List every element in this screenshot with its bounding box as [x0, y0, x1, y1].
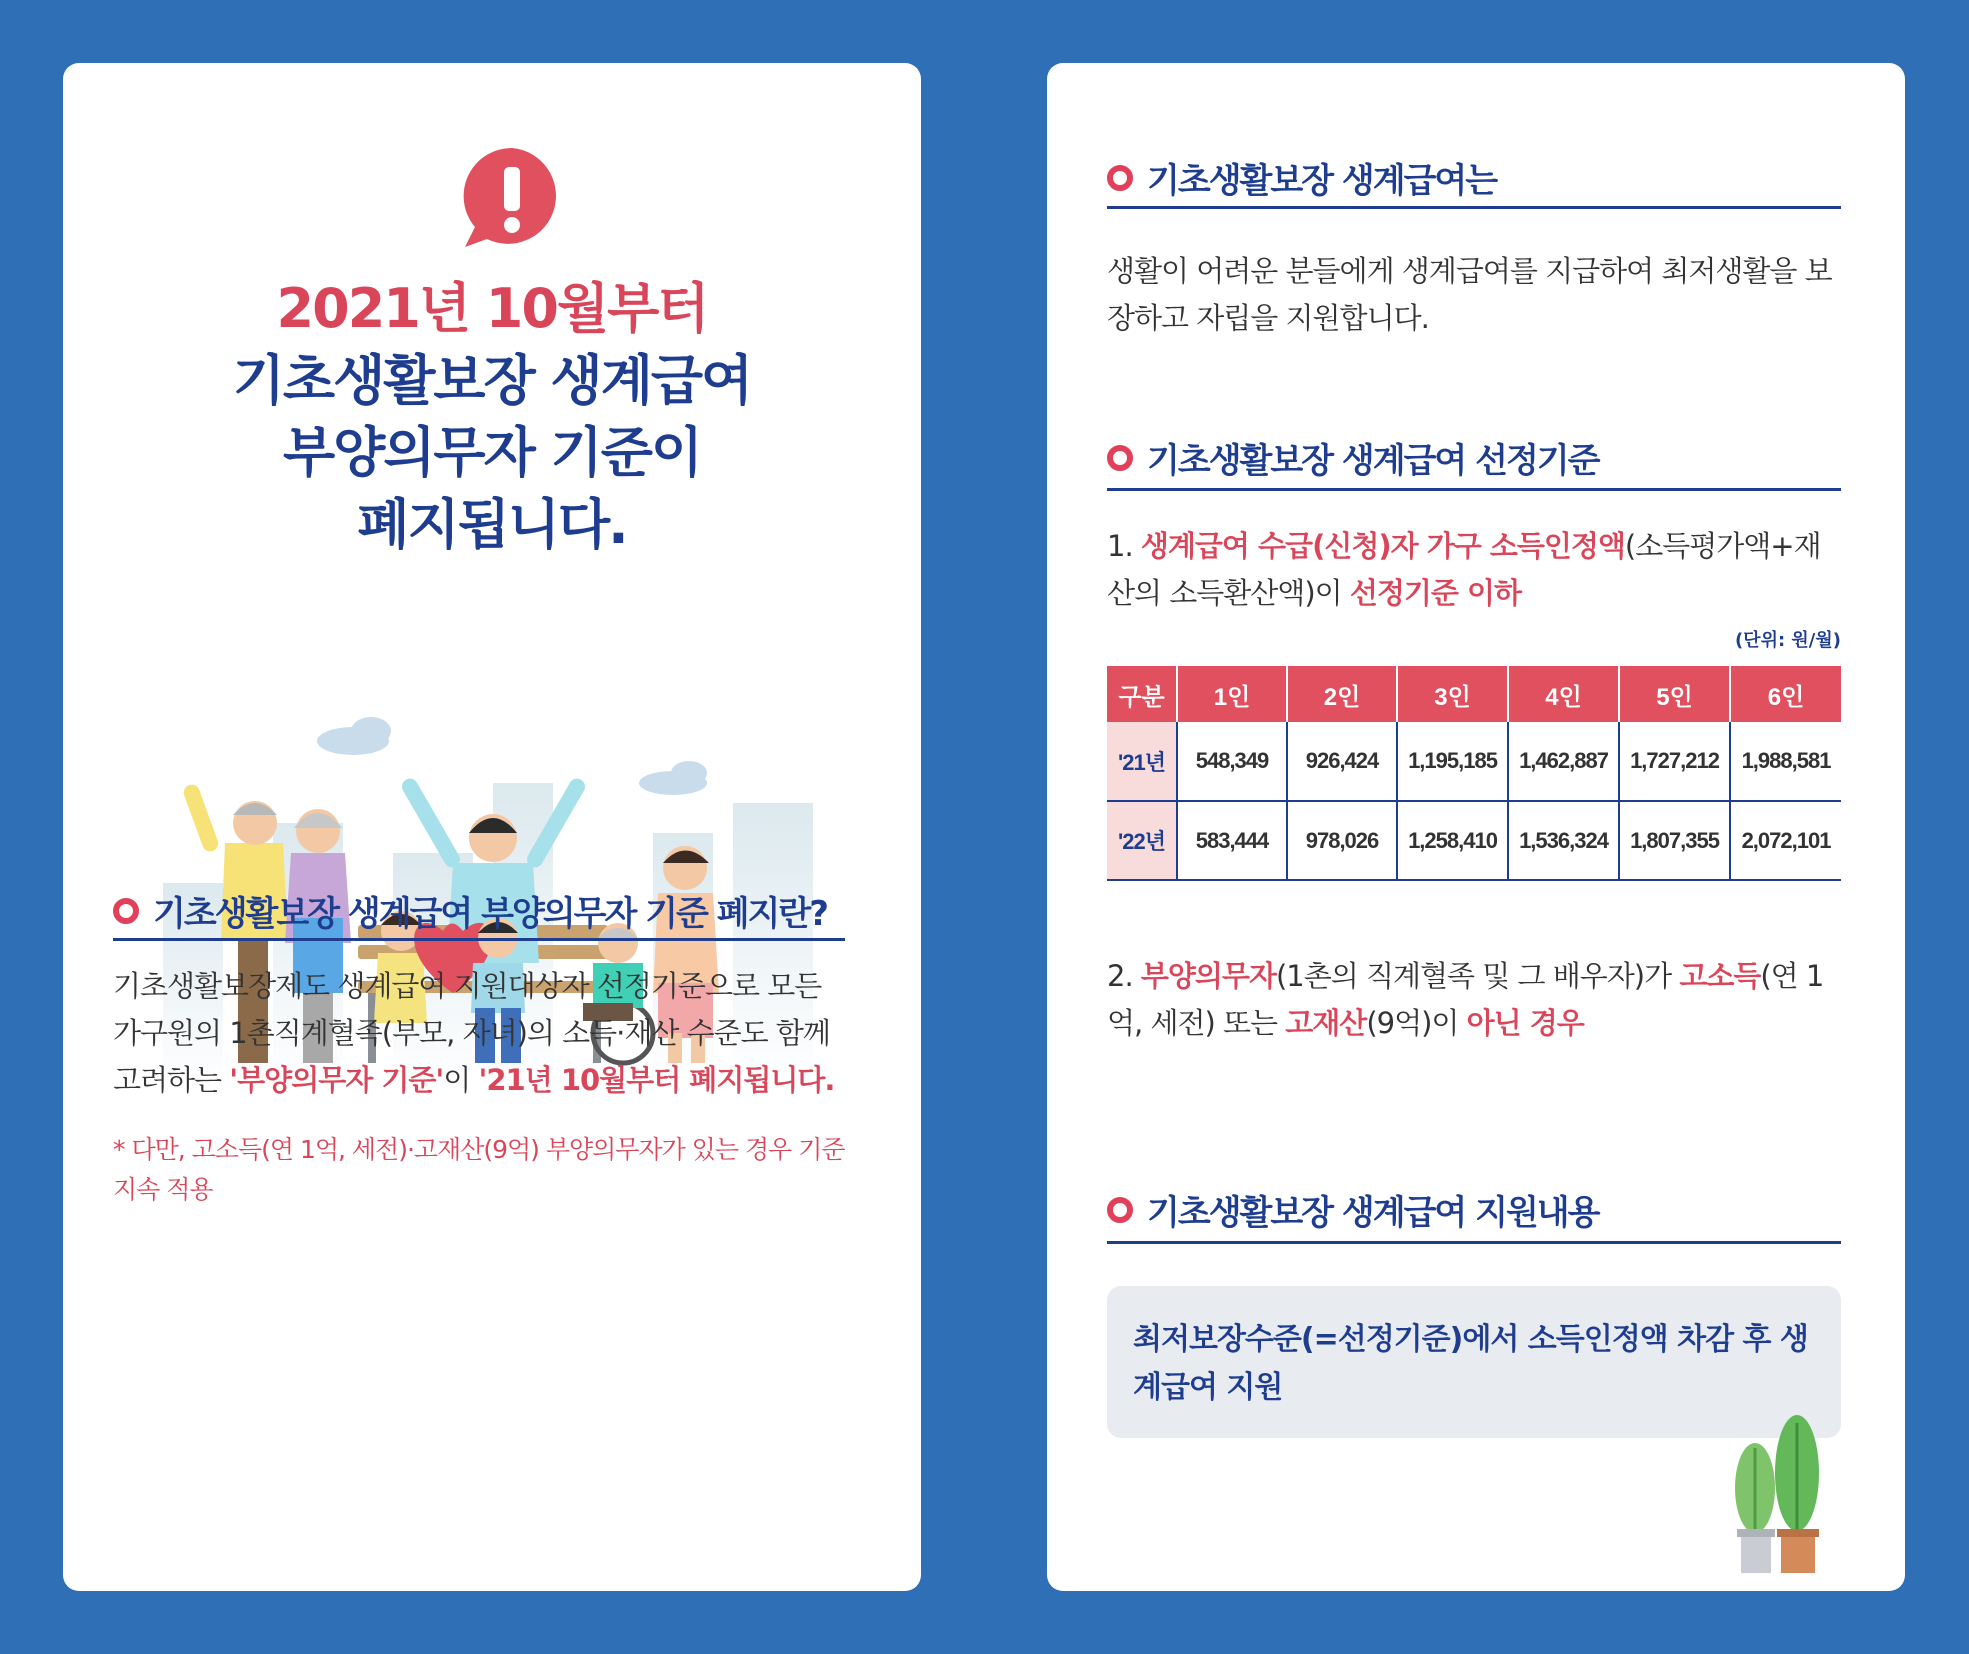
table-cell: 1,807,355	[1619, 801, 1730, 880]
table-cell: 1,195,185	[1397, 722, 1508, 801]
right-panel	[1047, 63, 1905, 1591]
table-cell: 1,536,324	[1508, 801, 1619, 880]
section-title-abolition: 기초생활보장 생계급여 부양의무자 기준 폐지란?	[113, 886, 827, 935]
table-header-cell: 5인	[1619, 666, 1730, 722]
section-divider	[1107, 1241, 1841, 1244]
bullet-dot-icon	[1107, 165, 1133, 191]
headline-line-2: 기초생활보장 생계급여	[232, 349, 752, 412]
headline	[63, 273, 921, 561]
table-row	[1107, 722, 1841, 801]
potted-plant-icon	[1727, 1383, 1827, 1583]
left-panel	[63, 63, 921, 1591]
table-cell: 978,026	[1287, 801, 1397, 880]
section-title-criteria: 기초생활보장 생계급여 선정기준	[1107, 433, 1599, 482]
headline-line-4: 폐지됩니다.	[357, 493, 627, 556]
table-cell: 926,424	[1287, 722, 1397, 801]
table-header-cell: 1인	[1177, 666, 1287, 722]
table-header-cell: 4인	[1508, 666, 1619, 722]
table-header-row	[1107, 666, 1841, 722]
section-divider	[1107, 206, 1841, 209]
section-divider	[113, 938, 845, 941]
table-year-cell: '22년	[1107, 801, 1177, 880]
bullet-dot-icon	[113, 898, 139, 924]
table-cell: 548,349	[1177, 722, 1287, 801]
table-header-cell: 6인	[1730, 666, 1841, 722]
unit-label: (단위: 원/월)	[1734, 630, 1841, 651]
table-cell: 1,462,887	[1508, 722, 1619, 801]
exception-note: * 다만, 고소득(연 1억, 세전)·고재산(9억) 부양의무자가 있는 경우 기준 지속 적용	[113, 1135, 845, 1204]
table-cell: 1,988,581	[1730, 722, 1841, 801]
section-title-support: 기초생활보장 생계급여 지원내용	[1107, 1185, 1599, 1234]
table-cell: 583,444	[1177, 801, 1287, 880]
table-year-cell: '21년	[1107, 722, 1177, 801]
table-cell: 1,727,212	[1619, 722, 1730, 801]
bullet-dot-icon	[1107, 1197, 1133, 1223]
criteria-item-1: 1. 생계급여 수급(신청)자 가구 소득인정액(소득평가액+재산의 소득환산액)이 선정기준 이하	[1107, 529, 1821, 610]
table-row	[1107, 801, 1841, 880]
table-cell: 1,258,410	[1397, 801, 1508, 880]
about-description: 생활이 어려운 분들에게 생계급여를 지급하여 최저생활을 보장하고 자립을 지원합니다.	[1107, 254, 1832, 335]
criteria-table	[1107, 666, 1841, 881]
bullet-dot-icon	[1107, 445, 1133, 471]
table-cell: 2,072,101	[1730, 801, 1841, 880]
abolition-description: 기초생활보장제도 생계급여 지원대상자 선정기준으로 모든 가구원의 1촌직계혈족(부모, 자녀)의 소득·재산 수준도 함께 고려하는 '부양의무자 기준'이 '21년 10월부터 폐지됩니다.	[113, 969, 835, 1097]
table-header-cell: 2인	[1287, 666, 1397, 722]
section-title-about: 기초생활보장 생계급여는	[1107, 153, 1496, 202]
support-box: 최저보장수준(=선정기준)에서 소득인정액 차감 후 생계급여 지원	[1107, 1286, 1841, 1438]
headline-line-1: 2021년 10월부터	[276, 277, 708, 340]
table-header-cell: 구분	[1107, 666, 1177, 722]
criteria-item-2: 2. 부양의무자(1촌의 직계혈족 및 그 배우자)가 고소득(연 1억, 세전) 또는 고재산(9억)이 아닌 경우	[1107, 959, 1824, 1040]
table-header-cell: 3인	[1397, 666, 1508, 722]
section-divider	[1107, 488, 1841, 491]
headline-line-3: 부양의무자 기준이	[282, 421, 702, 484]
exclamation-speech-bubble-icon	[457, 143, 567, 253]
